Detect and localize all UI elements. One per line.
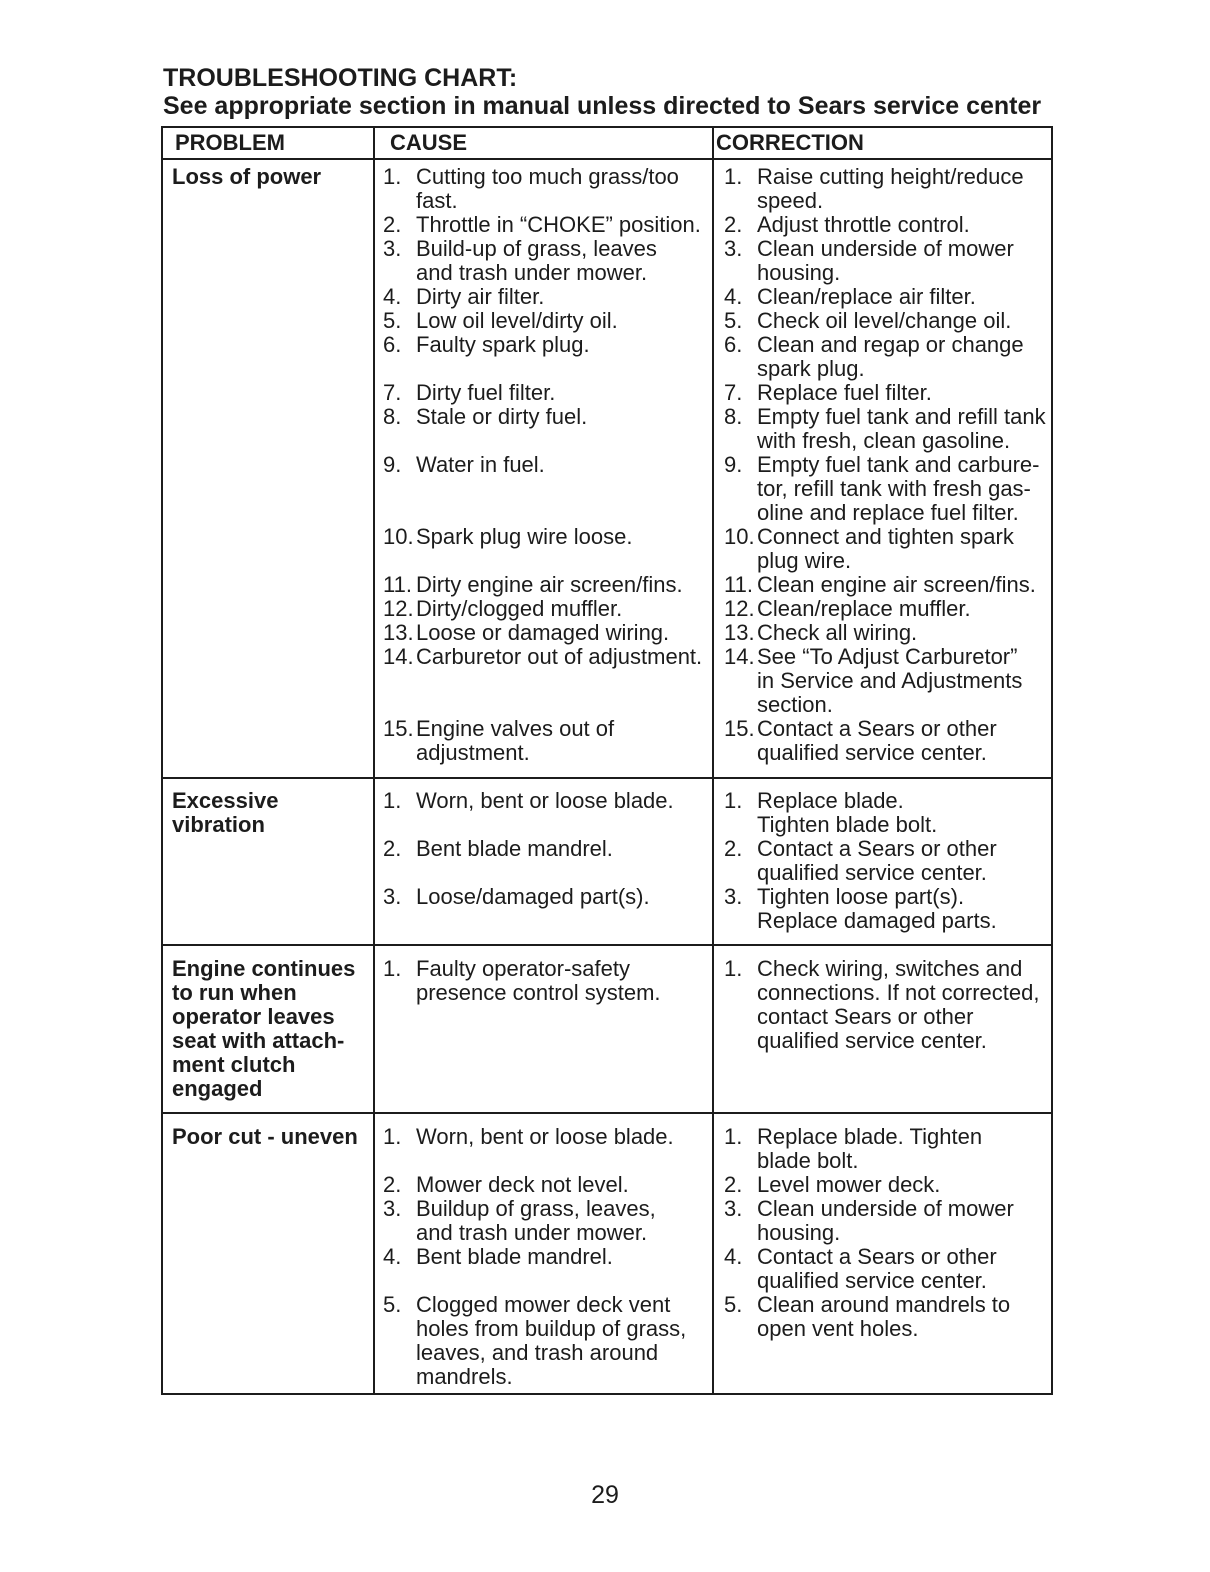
column-divider — [712, 128, 714, 1393]
cause-number: 15. — [383, 716, 414, 741]
correction-text: Check wiring, switches and connections. If not corrected, contact Sears or other qualified service center. — [757, 956, 1040, 1053]
cause-item — [375, 789, 714, 837]
correction-text: Connect and tighten spark plug wire. — [757, 524, 1014, 573]
header-problem: PROBLEM — [175, 130, 285, 155]
cause-item — [375, 621, 714, 645]
correction-number: 15. — [724, 716, 755, 741]
correction-number: 2. — [724, 1172, 743, 1197]
page-heading — [163, 64, 1041, 120]
problem-cell: Loss of power — [172, 164, 322, 189]
correction-text: Contact a Sears or other qualified service center. — [757, 836, 997, 885]
cause-text: Stale or dirty fuel. — [416, 404, 588, 429]
correction-text: Empty fuel tank and refill tank with fresh, clean gasoline. — [757, 404, 1046, 453]
correction-text: Tighten loose part(s). Replace damaged parts. — [757, 884, 997, 933]
correction-number: 4. — [724, 284, 743, 309]
cause-item — [375, 333, 714, 381]
cause-item — [375, 597, 714, 621]
header-correction: CORRECTION — [716, 130, 864, 155]
cause-number: 13. — [383, 620, 414, 645]
correction-number: 1. — [724, 164, 743, 189]
correction-text: Adjust throttle control. — [757, 212, 970, 237]
correction-text: Replace fuel filter. — [757, 380, 932, 405]
correction-item — [714, 1293, 1051, 1389]
cause-text: Water in fuel. — [416, 452, 545, 477]
correction-number: 3. — [724, 1196, 743, 1221]
cause-text: Cutting too much grass/too fast. — [416, 164, 679, 213]
correction-item — [714, 333, 1051, 381]
correction-item — [714, 645, 1051, 717]
correction-text: See “To Adjust Carburetor” in Service and Adjustments section. — [757, 644, 1023, 717]
correction-item — [714, 237, 1051, 285]
correction-item — [714, 837, 1051, 885]
cause-number: 11. — [383, 572, 412, 597]
cause-item — [375, 957, 714, 1053]
correction-text: Level mower deck. — [757, 1172, 941, 1197]
table-header-row — [163, 128, 1051, 160]
correction-item — [714, 1245, 1051, 1293]
cause-text: Worn, bent or loose blade. — [416, 788, 674, 813]
cause-item — [375, 525, 714, 573]
cause-text: Bent blade mandrel. — [416, 1244, 613, 1269]
correction-item — [714, 213, 1051, 237]
cause-text: Dirty air filter. — [416, 284, 545, 309]
cause-number: 1. — [383, 956, 402, 981]
correction-text: Check oil level/change oil. — [757, 308, 1012, 333]
cause-text: Low oil level/dirty oil. — [416, 308, 618, 333]
cause-item — [375, 1197, 714, 1245]
cause-number: 4. — [383, 284, 402, 309]
correction-text: Raise cutting height/reduce speed. — [757, 164, 1024, 213]
header-cause: CAUSE — [390, 130, 468, 155]
cause-item — [375, 717, 714, 765]
correction-number: 2. — [724, 836, 743, 861]
correction-number: 2. — [724, 212, 743, 237]
cause-item — [375, 1173, 714, 1197]
cause-number: 2. — [383, 836, 402, 861]
correction-text: Clean engine air screen/fins. — [757, 572, 1036, 597]
table-row — [163, 779, 1051, 946]
cause-item — [375, 573, 714, 597]
cause-number: 3. — [383, 884, 402, 909]
correction-number: 10. — [724, 524, 755, 549]
table-row — [163, 1114, 1051, 1393]
table-row — [163, 946, 1051, 1114]
cause-item — [375, 885, 714, 933]
cause-text: Bent blade mandrel. — [416, 836, 613, 861]
correction-text: Empty fuel tank and carbure- tor, refill tank with fresh gas- oline and replace fuel filter. — [757, 452, 1040, 525]
cause-text: Throttle in “CHOKE” position. — [416, 212, 701, 237]
cause-number: 10. — [383, 524, 414, 549]
correction-text: Clean/replace muffler. — [757, 596, 971, 621]
cause-item — [375, 309, 714, 333]
correction-number: 3. — [724, 236, 743, 261]
page-title: TROUBLESHOOTING CHART: — [163, 64, 518, 92]
problem-cell: Excessive vibration — [172, 788, 279, 837]
correction-number: 6. — [724, 332, 743, 357]
correction-item — [714, 525, 1051, 573]
correction-item — [714, 309, 1051, 333]
correction-text: Check all wiring. — [757, 620, 918, 645]
cause-number: 7. — [383, 380, 402, 405]
cause-item — [375, 285, 714, 309]
correction-item — [714, 957, 1051, 1053]
troubleshooting-table — [161, 126, 1053, 1395]
cause-text: Clogged mower deck vent holes from buildup of grass, leaves, and trash around mandrels. — [416, 1292, 687, 1389]
cause-item — [375, 213, 714, 237]
correction-item — [714, 285, 1051, 309]
cause-text: Dirty fuel filter. — [416, 380, 556, 405]
correction-number: 7. — [724, 380, 743, 405]
correction-item — [714, 405, 1051, 453]
cause-text: Carburetor out of adjustment. — [416, 644, 703, 669]
cause-number: 1. — [383, 1124, 402, 1149]
correction-number: 14. — [724, 644, 755, 669]
correction-number: 1. — [724, 1124, 743, 1149]
page-number: 29 — [591, 1481, 619, 1509]
correction-number: 1. — [724, 788, 743, 813]
cause-text: Loose or damaged wiring. — [416, 620, 670, 645]
correction-item — [714, 621, 1051, 645]
cause-number: 1. — [383, 164, 402, 189]
correction-text: Clean and regap or change spark plug. — [757, 332, 1024, 381]
cause-number: 6. — [383, 332, 402, 357]
cause-number: 14. — [383, 644, 414, 669]
cause-number: 5. — [383, 308, 402, 333]
cause-text: Worn, bent or loose blade. — [416, 1124, 674, 1149]
cause-item — [375, 381, 714, 405]
correction-item — [714, 717, 1051, 765]
problem-cell: Poor cut - uneven — [172, 1124, 358, 1149]
correction-item — [714, 453, 1051, 525]
correction-text: Clean underside of mower housing. — [757, 236, 1014, 285]
cause-text: Engine valves out of adjustment. — [416, 716, 615, 765]
cause-text: Loose/damaged part(s). — [416, 884, 650, 909]
correction-text: Clean around mandrels to open vent holes. — [757, 1292, 1011, 1341]
correction-number: 5. — [724, 308, 743, 333]
correction-item — [714, 1197, 1051, 1245]
correction-item — [714, 597, 1051, 621]
correction-item — [714, 381, 1051, 405]
correction-item — [714, 573, 1051, 597]
column-divider — [373, 128, 375, 1393]
cause-item — [375, 405, 714, 453]
correction-number: 12. — [724, 596, 755, 621]
cause-item — [375, 1125, 714, 1173]
correction-item — [714, 1173, 1051, 1197]
problem-cell: Engine continues to run when operator leaves seat with attach- ment clutch engaged — [172, 956, 356, 1101]
cause-item — [375, 837, 714, 885]
correction-number: 1. — [724, 956, 743, 981]
correction-text: Clean underside of mower housing. — [757, 1196, 1014, 1245]
correction-number: 13. — [724, 620, 755, 645]
cause-item — [375, 237, 714, 285]
cause-text: Build-up of grass, leaves and trash under mower. — [416, 236, 657, 285]
cause-item — [375, 453, 714, 525]
cause-text: Faulty operator-safety presence control system. — [416, 956, 661, 1005]
correction-number: 9. — [724, 452, 743, 477]
cause-number: 5. — [383, 1292, 402, 1317]
page-subtitle: See appropriate section in manual unless directed to Sears service center — [163, 92, 1042, 120]
correction-text: Clean/replace air filter. — [757, 284, 976, 309]
correction-number: 3. — [724, 884, 743, 909]
cause-number: 1. — [383, 788, 402, 813]
correction-number: 4. — [724, 1244, 743, 1269]
correction-item — [714, 165, 1051, 213]
table-row — [163, 160, 1051, 779]
correction-text: Contact a Sears or other qualified service center. — [757, 716, 997, 765]
cause-number: 8. — [383, 404, 402, 429]
correction-text: Replace blade. Tighten blade bolt. — [757, 788, 938, 837]
correction-number: 5. — [724, 1292, 743, 1317]
correction-number: 8. — [724, 404, 743, 429]
cause-number: 3. — [383, 1196, 402, 1221]
cause-text: Dirty/clogged muffler. — [416, 596, 623, 621]
cause-number: 2. — [383, 1172, 402, 1197]
table-body — [163, 160, 1051, 1393]
cause-item — [375, 645, 714, 717]
correction-item — [714, 789, 1051, 837]
cause-item — [375, 1293, 714, 1389]
correction-item — [714, 885, 1051, 933]
cause-number: 2. — [383, 212, 402, 237]
correction-text: Contact a Sears or other qualified service center. — [757, 1244, 997, 1293]
cause-number: 3. — [383, 236, 402, 261]
cause-text: Buildup of grass, leaves, and trash under mower. — [416, 1196, 656, 1245]
correction-number: 11. — [724, 572, 753, 597]
cause-text: Dirty engine air screen/fins. — [416, 572, 683, 597]
cause-number: 9. — [383, 452, 402, 477]
cause-number: 12. — [383, 596, 414, 621]
cause-text: Spark plug wire loose. — [416, 524, 633, 549]
correction-text: Replace blade. Tighten blade bolt. — [757, 1124, 983, 1173]
cause-text: Faulty spark plug. — [416, 332, 590, 357]
cause-item — [375, 165, 714, 213]
cause-text: Mower deck not level. — [416, 1172, 629, 1197]
cause-number: 4. — [383, 1244, 402, 1269]
cause-item — [375, 1245, 714, 1293]
correction-item — [714, 1125, 1051, 1173]
